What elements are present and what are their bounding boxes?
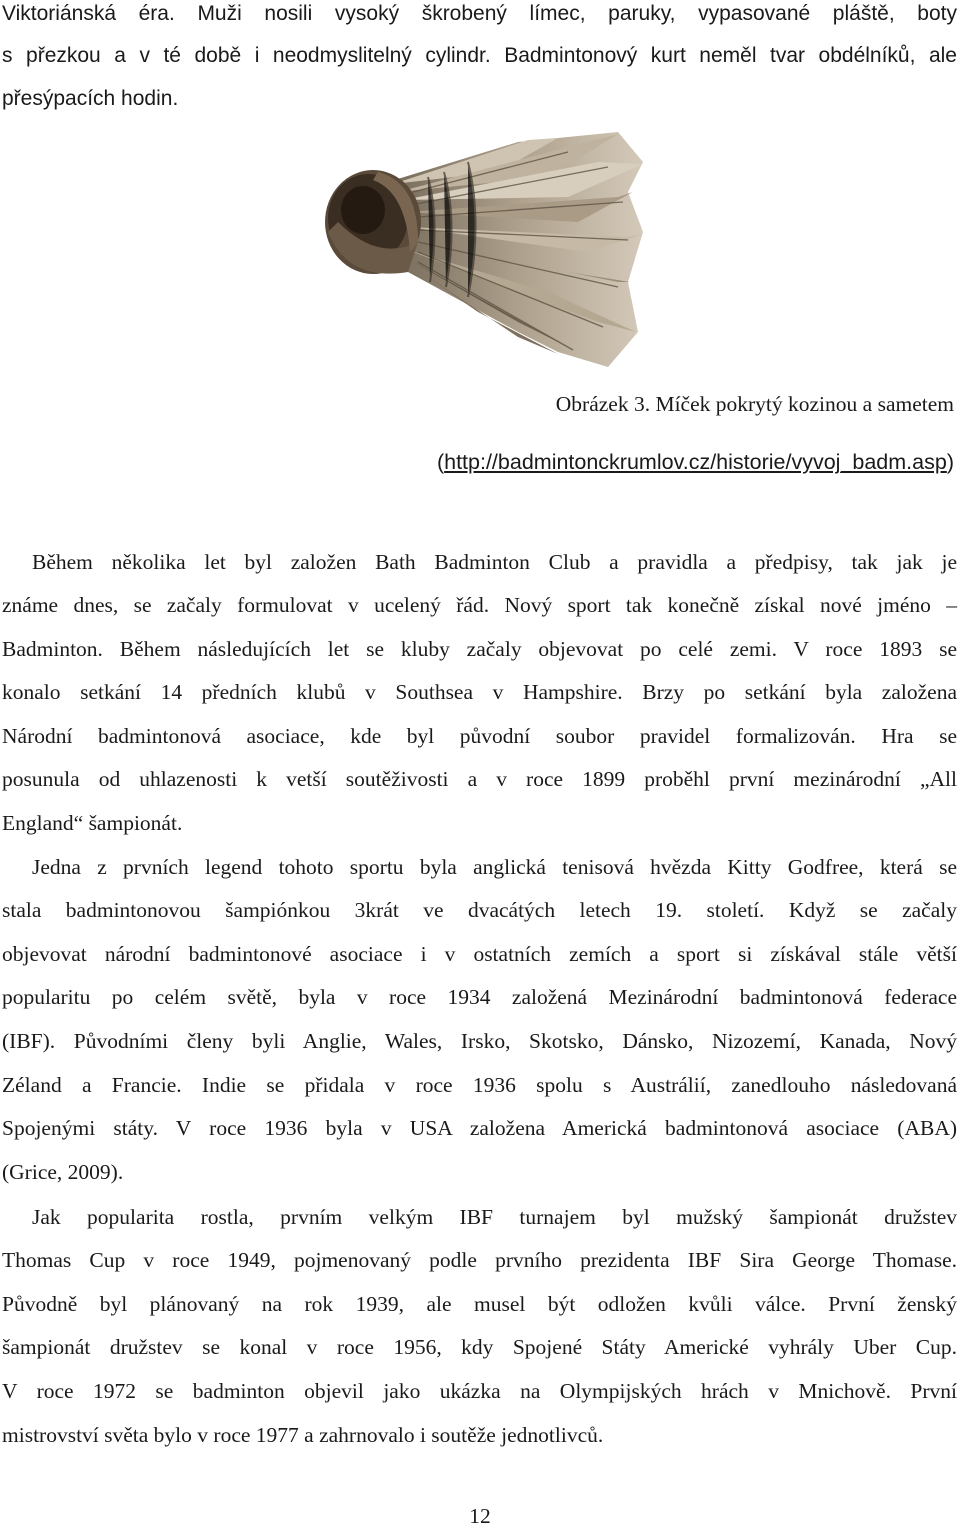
text-line: V roce 1972 se badminton objevil jako ukázka na Olympijských hrách v Mnichově. První	[2, 1379, 957, 1403]
text-line: stala badmintonovou šampiónkou 3krát ve dvacátých letech 19. století. Když se začaly	[2, 898, 957, 922]
text-line: známe dnes, se začaly formulovat v ucelený řád. Nový sport tak konečně získal nové jméno –	[2, 593, 957, 617]
text-line: Jak popularita rostla, prvním velkým IBF turnajem byl mužský šampionát družstev	[32, 1205, 957, 1229]
text-line: Národní badmintonová asociace, kde byl původní soubor pravidel formalizován. Hra se	[2, 724, 957, 748]
text-line: Spojenými státy. V roce 1936 byla v USA založena Americká badmintonová asociace (ABA)	[2, 1116, 957, 1140]
text-line: mistrovství světa bylo v roce 1977 a zahrnovalo i soutěže jednotlivců.	[2, 1423, 604, 1447]
text-line: Původně byl plánovaný na rok 1939, ale musel být odložen kvůli válce. První ženský	[2, 1292, 957, 1316]
text-line: posunula od uhlazenosti k vetší soutěživosti a v roce 1899 proběhl první mezinárodní „All	[2, 767, 957, 791]
figure-caption: Obrázek 3. Míček pokrytý kozinou a sametem	[555, 392, 954, 416]
source-paren-open: (	[436, 450, 445, 474]
text-line: (Grice, 2009).	[2, 1160, 124, 1184]
source-paren-close: )	[946, 450, 954, 474]
source-link[interactable]: http://badmintonckrumlov.cz/historie/vyvoj_badm.asp	[444, 450, 947, 474]
text-line: England“ šampionát.	[2, 811, 183, 835]
text-line: Jedna z prvních legend tohoto sportu byla anglická tenisová hvězda Kitty Godfree, která se	[32, 855, 957, 879]
text-line: popularitu po celém světě, byla v roce 1934 založená Mezinárodní badmintonová federace	[2, 985, 957, 1009]
text-line: s přezkou a v té době i neodmyslitelný cylindr. Badmintonový kurt neměl tvar obdélníků, ale	[2, 44, 957, 67]
text-line: Během několika let byl založen Bath Badminton Club a pravidla a předpisy, tak jak je	[32, 550, 957, 574]
text-line: Thomas Cup v roce 1949, pojmenovaný podle prvního prezidenta IBF Sira George Thomase.	[2, 1248, 957, 1272]
text-line: konalo setkání 14 předních klubů v Southsea v Hampshire. Brzy po setkání byla založena	[2, 680, 957, 704]
text-line: objevovat národní badmintonové asociace i v ostatních zemích a sport si získával stále větší	[2, 942, 957, 966]
text-line: přesýpacích hodin.	[2, 87, 179, 110]
figure-source	[437, 448, 954, 476]
shuttlecock-image	[318, 122, 648, 372]
text-line: (IBF). Původními členy byli Anglie, Wales, Irsko, Skotsko, Dánsko, Nizozemí, Kanada, Nový	[2, 1029, 957, 1053]
text-line: Zéland a Francie. Indie se přidala v roce 1936 spolu s Austrálií, zanedlouho následovaná	[2, 1073, 957, 1097]
text-line: Viktoriánská éra. Muži nosili vysoký škrobený límec, paruky, vypasované pláště, boty	[2, 2, 957, 25]
page-number: 12	[469, 1504, 491, 1528]
text-line: Badminton. Během následujících let se kluby začaly objevovat po celé zemi. V roce 1893 se	[2, 637, 957, 661]
text-line: šampionát družstev se konal v roce 1956, kdy Spojené Státy Americké vyhrály Uber Cup.	[2, 1335, 957, 1359]
